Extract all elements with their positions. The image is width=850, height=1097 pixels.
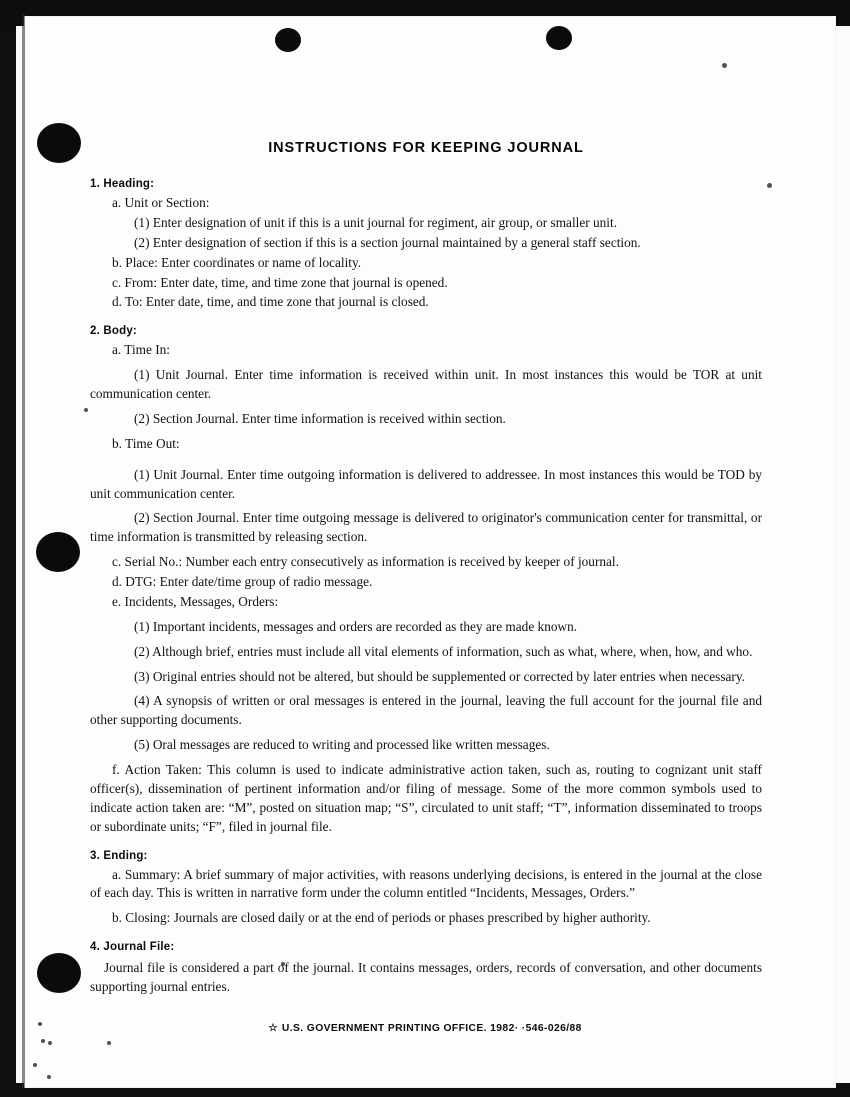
paragraph: (3) Original entries should not be altered, but should be supplemented or corrected by later entries when necessary.: [134, 668, 745, 684]
paragraph: c. Serial No.: Number each entry consecutively as information is received by keeper of journal.: [112, 554, 619, 570]
paragraph: (1) Unit Journal. Enter time information is received within unit. In most instances this would be TOR at unit communication center.: [90, 367, 762, 401]
section-heading-1: 1. Heading:: [90, 178, 155, 190]
paragraph: d. To: Enter date, time, and time zone that journal is closed.: [112, 294, 429, 310]
scan-speck: [84, 408, 88, 412]
paragraph: (1) Unit Journal. Enter time outgoing information is delivered to addressee. In most instances this would be TOD by unit communication center.: [90, 466, 762, 501]
hole-punch-mark-1: [37, 123, 81, 163]
paragraph: a. Summary: A brief summary of major activities, with reasons underlying decisions, is entered in the journal at the close of each day. This is written in narrative form under the column entitled “Incidents, Messages, Orders.”: [90, 866, 762, 901]
paragraph: f. Action Taken: This column is used to indicate administrative action taken, such as, routing to cognizant unit staff officer(s), dissemination of pertinent information and/or filing of message. Some of the more common symbols used to indicate action taken are: “M”, posted on situation map; “S”, circulated to unit staff; “T”, information disseminated to troops or subordinate units; “F”, filed in journal file.: [90, 762, 762, 834]
paper-left-edge-shadow: [22, 14, 25, 1088]
paragraph: b. Place: Enter coordinates or name of locality.: [112, 254, 362, 270]
scan-speck: [48, 1041, 52, 1045]
paragraph: a. Unit or Section:: [112, 195, 210, 210]
paragraph: Journal file is considered a part of the journal. It contains messages, orders, records of conversation, and other documents supporting journal entries.: [90, 960, 762, 994]
scan-speck: [33, 1063, 37, 1067]
scan-speck: [47, 1075, 51, 1079]
ink-blot-top-2: [546, 26, 572, 50]
scan-speck: [722, 63, 727, 68]
section-heading-3: 3. Ending:: [90, 849, 148, 862]
paragraph: (2) Although brief, entries must include all vital elements of information, such as what, where, when, how, and who.: [134, 643, 753, 659]
footer-text: U.S. GOVERNMENT PRINTING OFFICE. 1982· ·546-026/88: [281, 1023, 582, 1034]
scan-speck: [107, 1041, 111, 1045]
paragraph: (1) Enter designation of unit if this is a unit journal for regiment, air group, or smaller unit.: [134, 214, 618, 230]
paragraph: c. From: Enter date, time, and time zone that journal is opened.: [112, 274, 448, 290]
star-icon: ☆: [268, 1023, 278, 1034]
scan-left-edge-artifact: [0, 0, 16, 1097]
document-body: [90, 140, 762, 998]
hole-punch-mark-2: [36, 532, 80, 572]
paragraph: (2) Section Journal. Enter time information is received within section.: [134, 410, 506, 426]
paragraph: (4) A synopsis of written or oral messages is entered in the journal, leaving the full account for the journal file and other supporting documents.: [90, 693, 762, 728]
paragraph: (2) Section Journal. Enter time outgoing message is delivered to originator's communication center for transmittal, or time information is transmitted by releasing section.: [90, 510, 762, 545]
paragraph: e. Incidents, Messages, Orders:: [112, 593, 279, 609]
paragraph: (5) Oral messages are reduced to writing and processed like written messages.: [134, 737, 550, 753]
scan-speck: [41, 1039, 45, 1043]
scan-speck: [767, 183, 772, 188]
page-title: INSTRUCTIONS FOR KEEPING JOURNAL: [268, 140, 584, 156]
paragraph: b. Closing: Journals are closed daily or at the end of periods or phases prescribed by higher authority.: [112, 910, 651, 926]
section-heading-2: 2. Body:: [90, 325, 137, 338]
printing-office-footer: [0, 1022, 850, 1034]
paragraph: (1) Important incidents, messages and orders are recorded as they are made known.: [134, 618, 578, 634]
paragraph: d. DTG: Enter date/time group of radio message.: [112, 574, 373, 589]
section-heading-4: 4. Journal File:: [90, 941, 175, 954]
paragraph: (2) Enter designation of section if this is a section journal maintained by a general staff section.: [134, 234, 641, 250]
ink-blot-top-1: [275, 28, 301, 52]
hole-punch-mark-3: [37, 953, 81, 993]
paragraph: a. Time In:: [112, 342, 170, 358]
paragraph: b. Time Out:: [112, 435, 180, 451]
